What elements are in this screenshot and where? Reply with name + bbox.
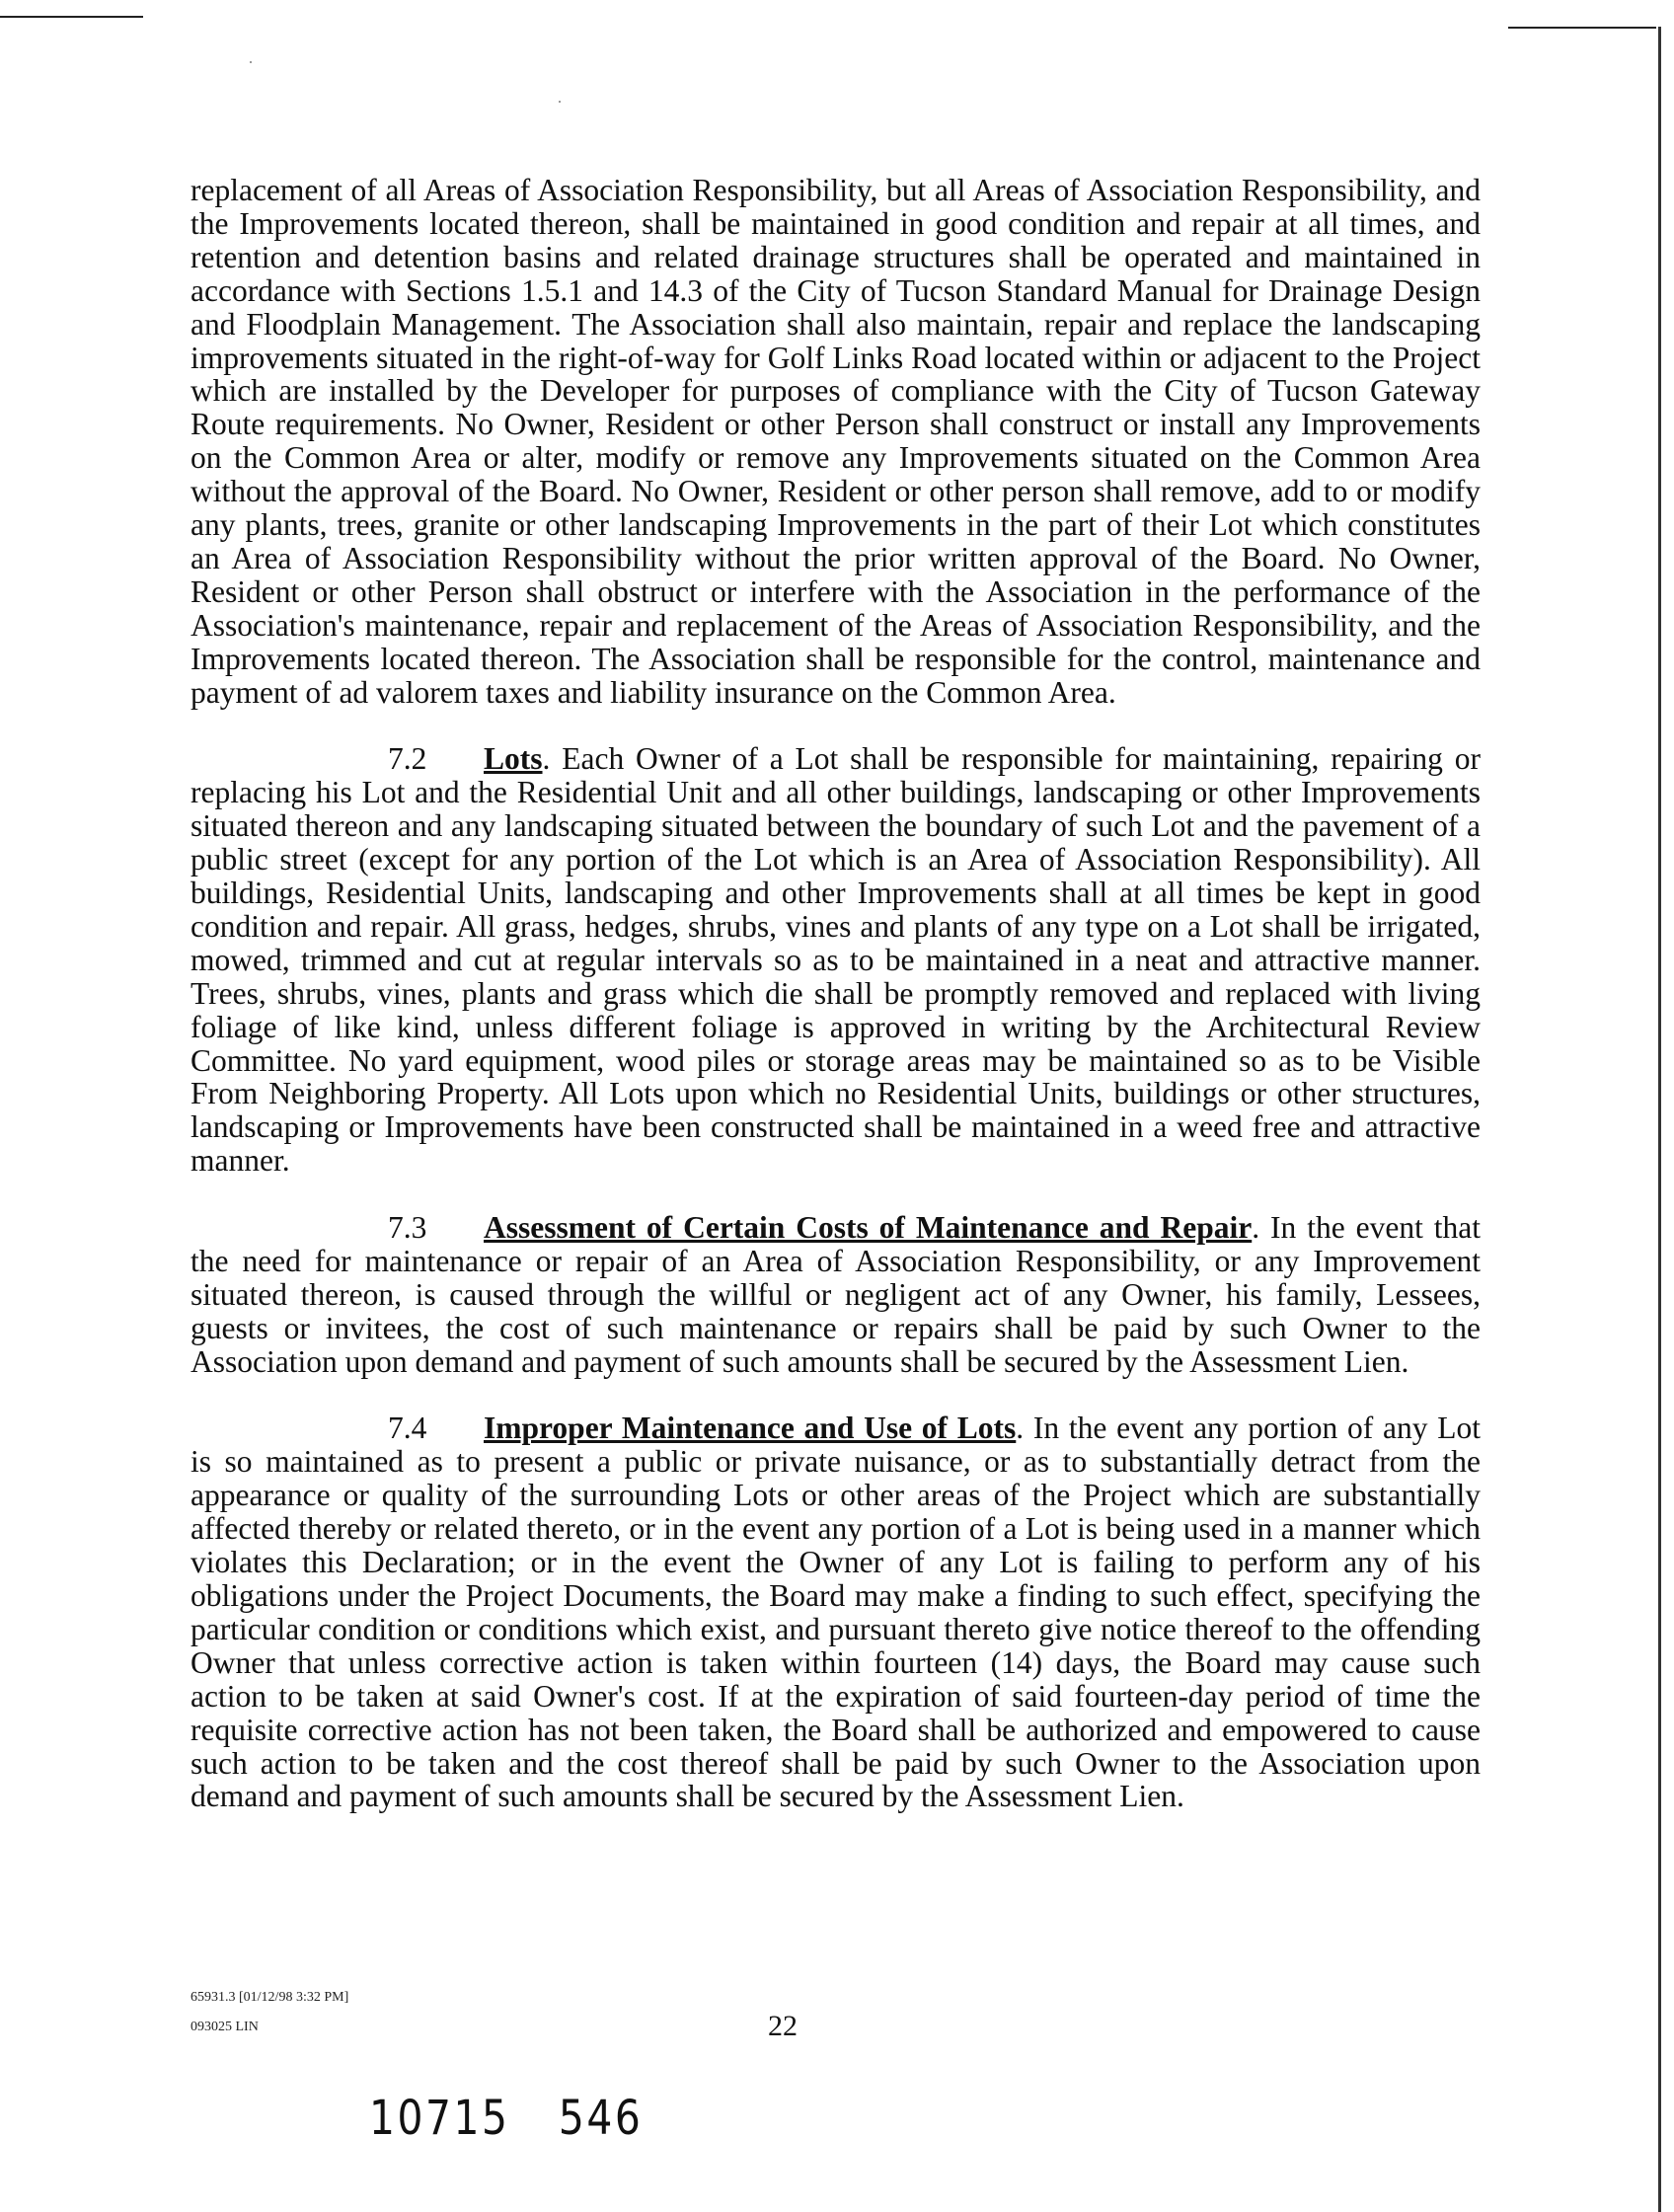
section-heading: Improper Maintenance and Use of Lots	[484, 1411, 1017, 1446]
section-7-3	[190, 1211, 1481, 1379]
paragraph-spacer	[190, 1178, 1481, 1211]
section-text: . In the event any portion of any Lot is so maintained as to present a public or private nuisance, or as to substantially detract from the appearance or quality of the surrounding Lots or other areas of the Project which are substantially affected thereby or related thereto, or in the event any portion of a Lot is being used in a manner which violates this Declaration; or in the event the Owner of any Lot is failing to perform any of his obligations under the Project Documents, the Board may make a finding to such effect, specifying the particular condition or conditions which exist, and pursuant thereto give notice thereof to the offending Owner that unless corrective action is taken within fourteen (14) days, the Board may cause such action to be taken at said Owner's cost. If at the expiration of said fourteen-day period of time the requisite corrective action has not been taken, the Board shall be authorized and empowered to cause such action to be taken and the cost thereof shall be paid by such Owner to the Association upon demand and payment of such amounts shall be secured by the Assessment Lien.	[190, 1411, 1481, 1814]
paragraph-continued	[190, 174, 1481, 710]
recording-stamp	[369, 2091, 643, 2146]
document-reference: 65931.3 [01/12/98 3:32 PM]	[190, 1990, 349, 2005]
section-heading: Lots	[484, 741, 543, 777]
page-number: 22	[768, 2010, 798, 2042]
section-number: 7.3	[388, 1210, 427, 1246]
scan-page-edge	[1658, 27, 1661, 2212]
document-body	[190, 174, 1481, 1813]
section-number: 7.2	[388, 741, 427, 777]
stamp-page-number: 546	[558, 2091, 644, 2146]
section-heading: Assessment of Certain Costs of Maintenance and Repair	[484, 1210, 1253, 1246]
scan-border-line-right	[1508, 27, 1656, 29]
paragraph-text: replacement of all Areas of Association Responsibility, but all Areas of Association Responsibility, and the Improvements located thereon, shall be maintained in good condition and repair at all times, and retention and detention basins and related drainage structures shall be operated and maintained in accordance with Sections 1.5.1 and 14.3 of the City of Tucson Standard Manual for Drainage Design and Floodplain Management. The Association shall also maintain, repair and replace the landscaping improvements situated in the right-of-way for Golf Links Road located within or adjacent to the Project which are installed by the Developer for purposes of compliance with the City of Tucson Gateway Route requirements. No Owner, Resident or other Person shall construct or install any Improvements on the Common Area or alter, modify or remove any Improvements situated on the Common Area without the approval of the Board. No Owner, Resident or other person shall remove, add to or modify any plants, trees, granite or other landscaping Improvements in the part of their Lot which constitutes an Area of Association Responsibility without the prior written approval of the Board. No Owner, Resident or other Person shall obstruct or interfere with the Association in the performance of the Association's maintenance, repair and replacement of the Areas of Association Responsibility, and the Improvements located thereon. The Association shall be responsible for the control, maintenance and payment of ad valorem taxes and liability insurance on the Common Area.	[190, 173, 1481, 710]
section-text: . In the event that the need for maintenance or repair of an Area of Association Responsibility, or any Improvement situated thereon, is caused through the willful or negligent act of any Owner, his family, Lessees, guests or invitees, the cost of such maintenance or repairs shall be paid by such Owner to the Association upon demand and payment of such amounts shall be secured by the Assessment Lien.	[190, 1210, 1481, 1379]
section-7-4	[190, 1411, 1481, 1813]
stamp-book-number: 10715	[369, 2091, 510, 2146]
document-code: 093025 LIN	[190, 2020, 259, 2034]
section-number: 7.4	[388, 1411, 427, 1446]
scan-speck	[559, 101, 561, 103]
section-7-2	[190, 742, 1481, 1178]
paragraph-spacer	[190, 710, 1481, 743]
paragraph-spacer	[190, 1379, 1481, 1412]
section-text: . Each Owner of a Lot shall be responsible for maintaining, repairing or replacing his Lot and the Residential Unit and all other buildings, landscaping or other Improvements situated thereon and any landscaping situated between the boundary of such Lot and the pavement of a public street (except for any portion of the Lot which is an Area of Association Responsibility). All buildings, Residential Units, landscaping and other Improvements shall at all times be kept in good condition and repair. All grass, hedges, shrubs, vines and plants of any type on a Lot shall be irrigated, mowed, trimmed and cut at regular intervals so as to be maintained in a neat and attractive manner. Trees, shrubs, vines, plants and grass which die shall be promptly removed and replaced with living foliage of like kind, unless different foliage is approved in writing by the Architectural Review Committee. No yard equipment, wood piles or storage areas may be maintained so as to be Visible From Neighboring Property. All Lots upon which no Residential Units, buildings or other structures, landscaping or Improvements have been constructed shall be maintained in a weed free and attractive manner.	[190, 741, 1481, 1179]
scan-speck	[250, 61, 252, 63]
scan-border-line-left	[0, 16, 143, 18]
